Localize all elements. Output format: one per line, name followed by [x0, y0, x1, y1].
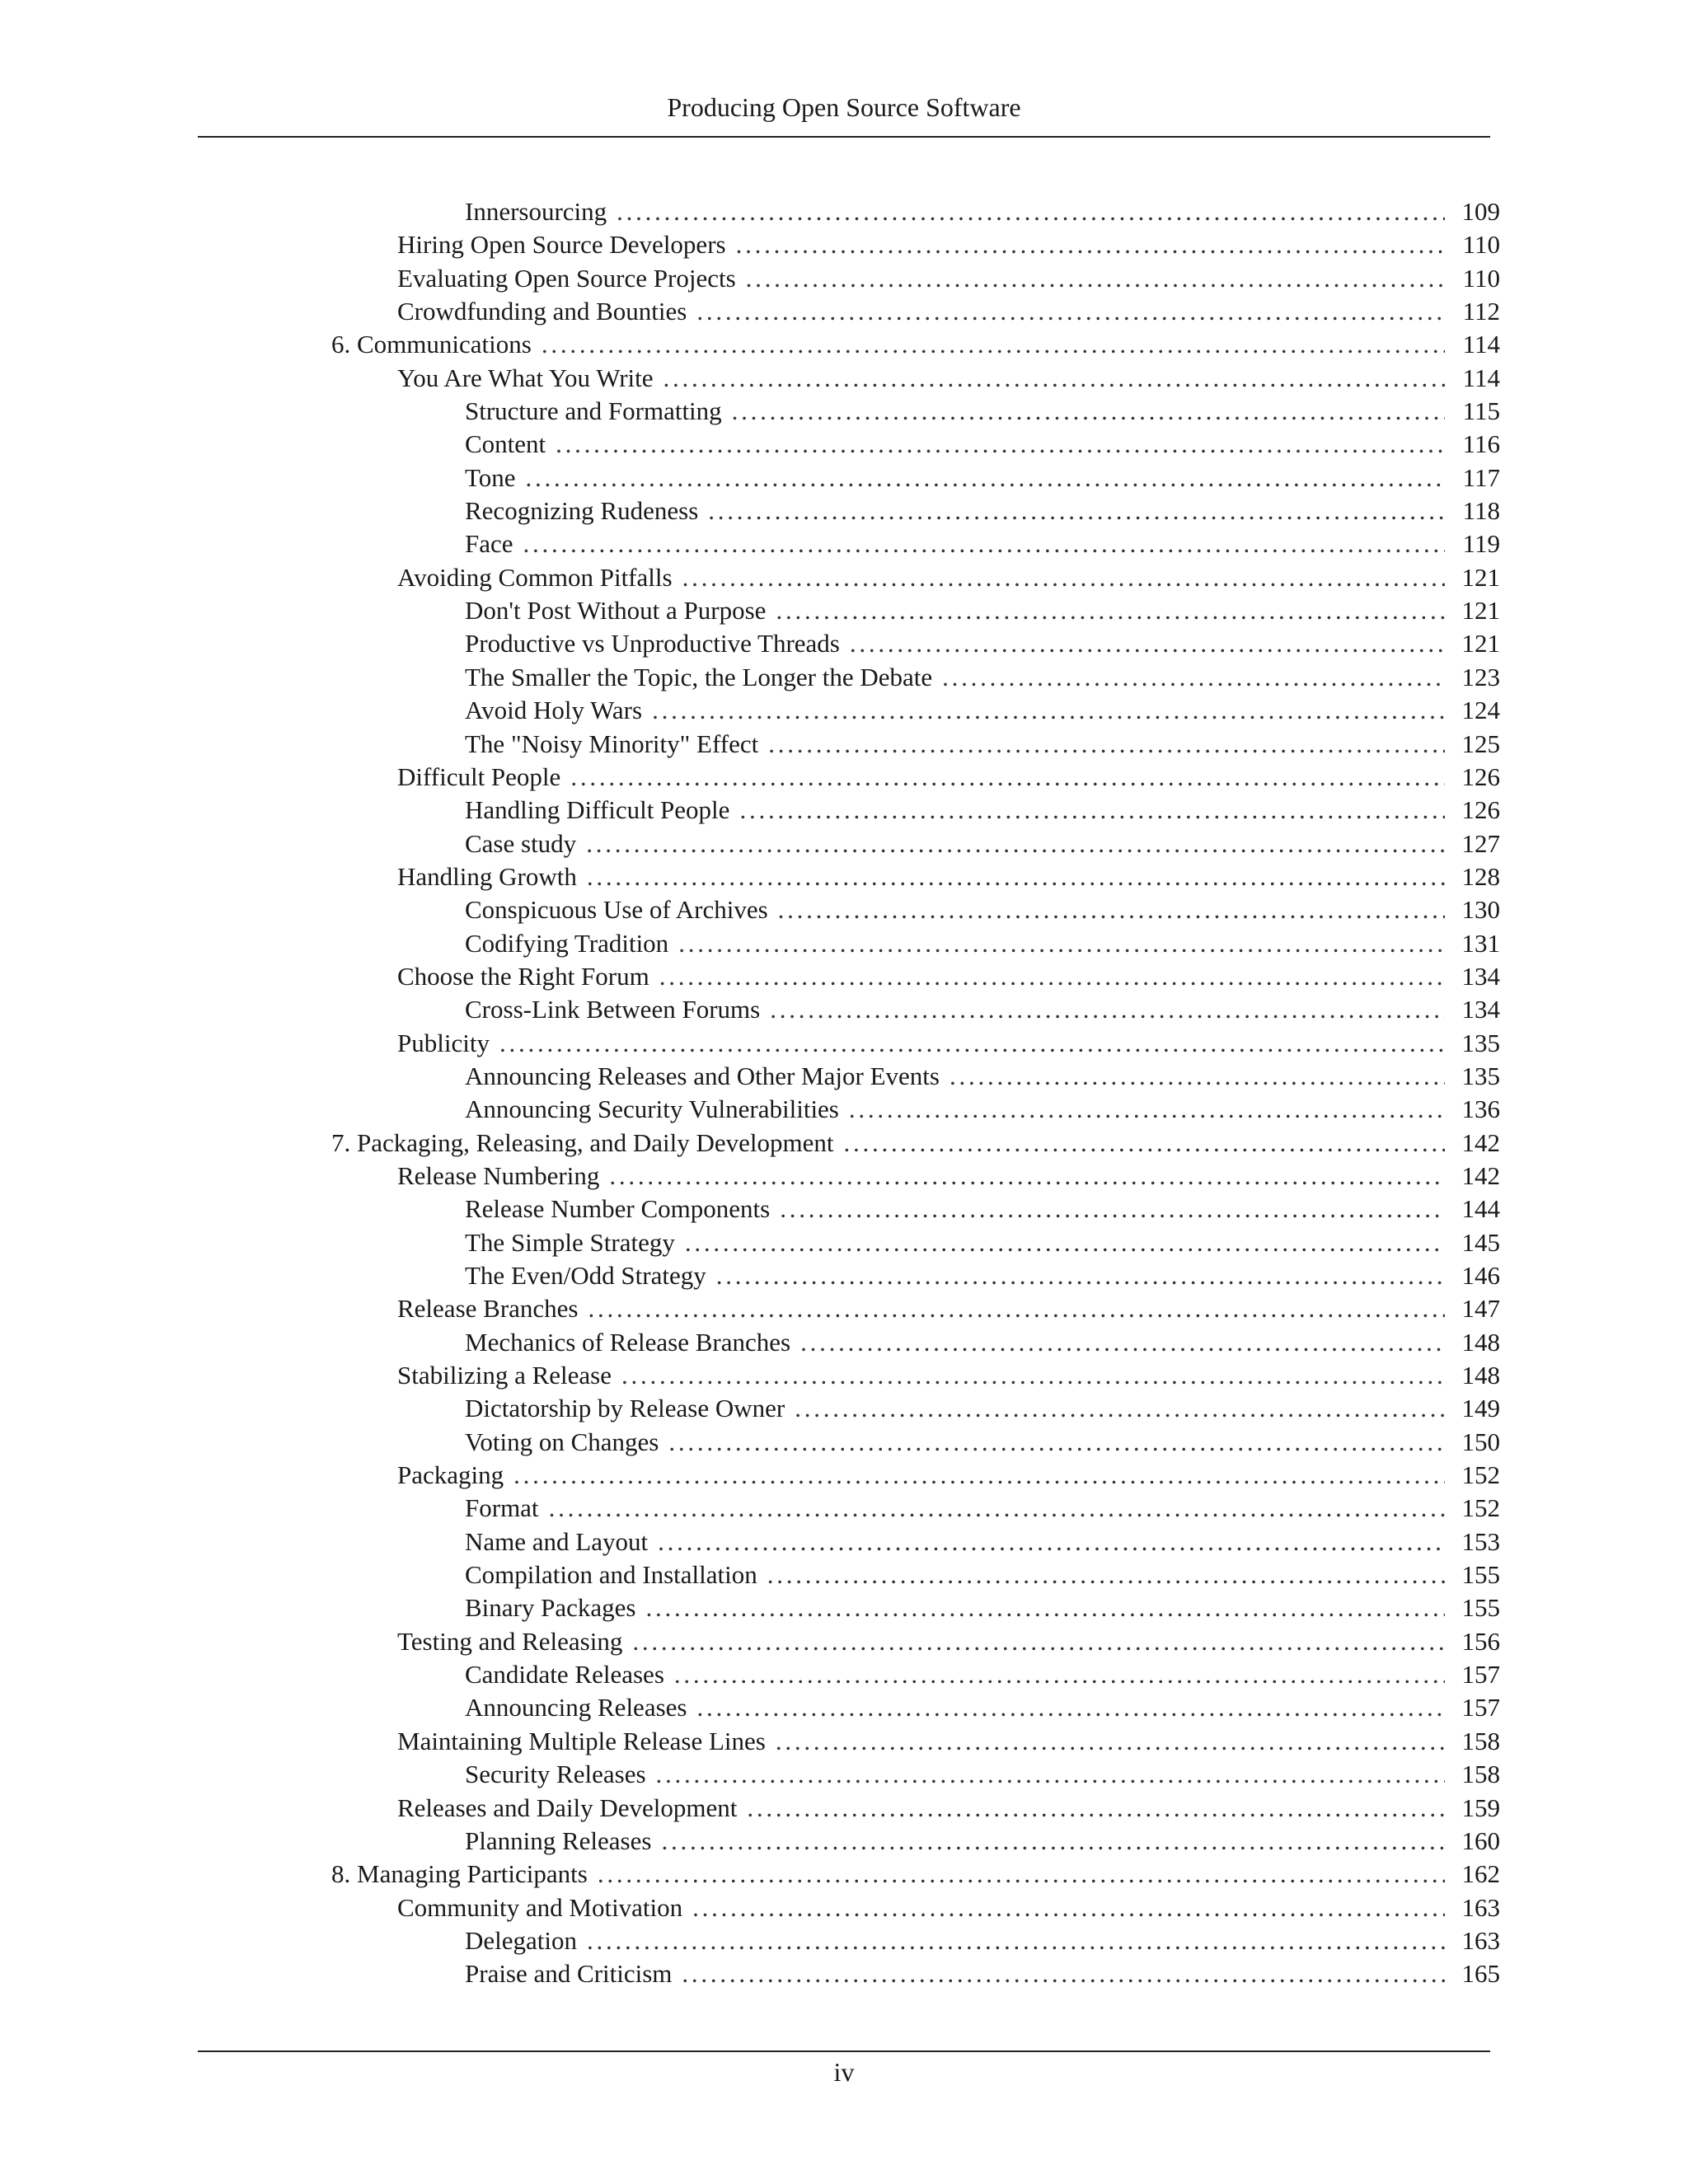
dot-leader [668, 1426, 1445, 1459]
toc-entry-line [465, 794, 1445, 827]
toc-entry-page: 110 [1462, 230, 1500, 260]
toc-entry-title: Praise and Criticism [465, 1959, 673, 1989]
toc-entry-title: Stabilizing a Release [397, 1361, 612, 1390]
toc-entry-title: Announcing Security Vulnerabilities [465, 1094, 839, 1124]
toc-entry-title: Planning Releases [465, 1825, 652, 1855]
toc-entry-page: 110 [1462, 263, 1500, 293]
dot-leader [570, 761, 1445, 794]
dot-leader [678, 927, 1445, 960]
toc-entry-title: Structure and Formatting [465, 396, 722, 426]
toc-entry[interactable] [0, 1792, 1688, 1825]
dot-leader [609, 1160, 1445, 1193]
toc-entry-title: Face [465, 529, 513, 559]
dot-leader [661, 1825, 1445, 1858]
toc-entry-page: 155 [1461, 1593, 1500, 1623]
dot-leader [696, 1691, 1445, 1724]
dot-leader [732, 395, 1445, 428]
toc-entry-page: 159 [1461, 1793, 1500, 1822]
dot-leader [795, 1392, 1445, 1425]
dot-leader [663, 362, 1445, 395]
toc-entry[interactable] [0, 927, 1688, 960]
toc-entry[interactable] [0, 728, 1688, 761]
toc-entry[interactable] [0, 1957, 1688, 1990]
dot-leader [950, 1060, 1445, 1093]
toc-entry-line [465, 661, 1445, 694]
toc-entry-title: Name and Layout [465, 1526, 649, 1556]
running-header-title: Producing Open Source Software [667, 92, 1021, 122]
dot-leader [586, 827, 1445, 860]
toc-entry[interactable] [0, 761, 1688, 794]
toc-entry-title: Content [465, 429, 546, 459]
toc-entry-line [465, 462, 1445, 494]
toc-entry-page: 156 [1461, 1626, 1500, 1656]
toc-entry-page: 121 [1461, 596, 1500, 626]
toc-entry-line [331, 1858, 1445, 1891]
toc-entry-page: 152 [1461, 1493, 1500, 1523]
toc-entry-line [465, 494, 1445, 527]
toc-entry-title: Compilation and Installation [465, 1560, 757, 1590]
dot-leader [778, 893, 1445, 926]
toc-entry[interactable] [0, 827, 1688, 860]
toc-entry-page: 165 [1461, 1959, 1500, 1989]
toc-entry-line [465, 1658, 1445, 1691]
toc-entry-page: 126 [1461, 762, 1500, 791]
dot-leader [499, 1027, 1445, 1060]
toc-entry-page: 114 [1462, 363, 1500, 392]
toc-entry-title: Hiring Open Source Developers [397, 230, 726, 260]
dot-leader [523, 527, 1445, 560]
dot-leader [587, 1924, 1445, 1957]
dot-leader [746, 262, 1445, 295]
toc-entry[interactable] [0, 462, 1688, 494]
toc-entry-title: Dictatorship by Release Owner [465, 1394, 785, 1423]
dot-leader [526, 462, 1445, 494]
toc-entry-line [465, 1558, 1445, 1591]
dot-leader [652, 694, 1445, 727]
toc-entry[interactable] [0, 1758, 1688, 1791]
toc-entry-page: 144 [1461, 1194, 1500, 1224]
toc-entry-title: Mechanics of Release Branches [465, 1327, 791, 1357]
dot-leader [696, 295, 1445, 328]
dot-leader [767, 1558, 1445, 1591]
toc-entry-page: 145 [1461, 1227, 1500, 1257]
toc-entry-page: 119 [1462, 529, 1500, 559]
toc-entry-title: Voting on Changes [465, 1427, 659, 1456]
toc-entry-line [331, 328, 1445, 361]
table-of-contents [0, 195, 1688, 1991]
toc-entry[interactable] [0, 1093, 1688, 1126]
toc-entry-title: Crowdfunding and Bounties [397, 297, 687, 326]
toc-entry-title: Avoiding Common Pitfalls [397, 562, 673, 592]
toc-entry-line [397, 1625, 1445, 1658]
dot-leader [542, 328, 1445, 361]
toc-entry-page: 121 [1461, 629, 1500, 658]
dot-leader [747, 1792, 1445, 1825]
toc-entry-page: 117 [1462, 462, 1500, 492]
toc-entry[interactable] [0, 1526, 1688, 1558]
toc-entry[interactable] [0, 262, 1688, 295]
toc-entry[interactable] [0, 228, 1688, 261]
toc-entry[interactable] [0, 1691, 1688, 1724]
toc-entry-page: 148 [1461, 1327, 1500, 1357]
toc-entry[interactable] [0, 1160, 1688, 1193]
toc-entry-page: 127 [1461, 828, 1500, 858]
toc-entry-title: Tone [465, 462, 516, 492]
toc-entry-line [465, 1392, 1445, 1425]
toc-entry-line [465, 1093, 1445, 1126]
dot-leader [674, 1658, 1445, 1691]
page-number: iv [833, 2057, 855, 2087]
toc-entry[interactable] [0, 694, 1688, 727]
toc-entry-page: 148 [1461, 1361, 1500, 1390]
toc-entry-title: Testing and Releasing [397, 1626, 623, 1656]
toc-entry-title: Release Number Components [465, 1194, 771, 1224]
toc-entry-line [465, 1924, 1445, 1957]
dot-leader [682, 561, 1445, 594]
toc-entry-line [465, 594, 1445, 627]
toc-entry[interactable] [0, 627, 1688, 660]
toc-entry-line [465, 1326, 1445, 1359]
toc-entry-page: 136 [1461, 1094, 1500, 1124]
toc-entry-page: 124 [1461, 696, 1500, 725]
toc-entry-title: Difficult People [397, 762, 561, 791]
toc-entry-line [465, 1825, 1445, 1858]
toc-entry-title: Binary Packages [465, 1593, 636, 1623]
toc-entry[interactable] [0, 1492, 1688, 1525]
toc-entry-page: 157 [1461, 1693, 1500, 1722]
toc-entry-title: Format [465, 1493, 539, 1523]
toc-entry-line [465, 1193, 1445, 1226]
dot-leader [776, 1725, 1445, 1758]
dot-leader [549, 1492, 1445, 1525]
toc-entry-line [397, 1160, 1445, 1193]
toc-entry-page: 131 [1461, 928, 1500, 958]
toc-entry-page: 134 [1461, 995, 1500, 1024]
toc-entry-line [397, 228, 1445, 261]
toc-entry-title: Case study [465, 828, 577, 858]
toc-entry[interactable] [0, 1891, 1688, 1924]
toc-entry-title: Release Numbering [397, 1160, 600, 1190]
toc-entry-line [397, 761, 1445, 794]
toc-entry-line [465, 195, 1445, 228]
toc-entry-page: 114 [1462, 330, 1500, 359]
toc-entry-title: The Simple Strategy [465, 1227, 675, 1257]
toc-entry-title: Handling Difficult People [465, 795, 730, 825]
toc-entry[interactable] [0, 1060, 1688, 1093]
toc-entry-line [465, 1526, 1445, 1558]
toc-entry[interactable] [0, 1359, 1688, 1392]
toc-entry-page: 158 [1461, 1726, 1500, 1755]
toc-entry[interactable] [0, 594, 1688, 627]
toc-entry-title: Evaluating Open Source Projects [397, 263, 736, 293]
toc-entry[interactable] [0, 1193, 1688, 1226]
toc-entry-page: 135 [1461, 1028, 1500, 1057]
toc-entry[interactable] [0, 1426, 1688, 1459]
toc-entry-line [397, 1459, 1445, 1492]
toc-entry-title: Delegation [465, 1925, 578, 1955]
toc-entry-line [465, 1226, 1445, 1259]
toc-entry-page: 160 [1461, 1825, 1500, 1855]
toc-entry-page: 153 [1461, 1526, 1500, 1556]
toc-entry[interactable] [0, 661, 1688, 694]
toc-entry-title: 8. Managing Participants [331, 1859, 588, 1889]
toc-entry-page: 123 [1461, 662, 1500, 691]
toc-entry-line [465, 827, 1445, 860]
toc-entry[interactable] [0, 1392, 1688, 1425]
dot-leader [617, 195, 1445, 228]
toc-entry-line [331, 1127, 1445, 1160]
toc-entry[interactable] [0, 1625, 1688, 1658]
toc-entry-page: 135 [1461, 1061, 1500, 1090]
toc-entry[interactable] [0, 960, 1688, 993]
toc-entry-title: Conspicuous Use of Archives [465, 895, 768, 925]
toc-entry-page: 134 [1461, 961, 1500, 991]
toc-entry-title: Innersourcing [465, 197, 607, 226]
toc-entry-line [465, 428, 1445, 461]
toc-entry-line [465, 993, 1445, 1026]
toc-entry-page: 142 [1461, 1160, 1500, 1190]
toc-entry-line [465, 395, 1445, 428]
toc-entry-line [465, 893, 1445, 926]
toc-entry-line [397, 1891, 1445, 1924]
toc-entry-title: Announcing Releases [465, 1693, 687, 1722]
dot-leader [716, 1259, 1445, 1292]
toc-entry[interactable] [0, 195, 1688, 228]
toc-entry-line [465, 527, 1445, 560]
toc-entry-page: 150 [1461, 1427, 1500, 1456]
toc-entry-page: 149 [1461, 1394, 1500, 1423]
toc-entry-page: 163 [1461, 1925, 1500, 1955]
toc-entry-title: Avoid Holy Wars [465, 696, 643, 725]
toc-entry-line [397, 1359, 1445, 1392]
toc-entry[interactable] [0, 1326, 1688, 1359]
toc-entry-title: 6. Communications [331, 330, 532, 359]
dot-leader [598, 1858, 1445, 1891]
toc-entry-title: Candidate Releases [465, 1660, 664, 1690]
toc-entry-title: Release Branches [397, 1294, 579, 1324]
toc-entry-title: Security Releases [465, 1760, 646, 1789]
toc-entry-page: 130 [1461, 895, 1500, 925]
toc-entry-title: Don't Post Without a Purpose [465, 596, 767, 626]
toc-entry[interactable] [0, 893, 1688, 926]
toc-entry-line [397, 860, 1445, 893]
footer-rule [198, 2050, 1490, 2052]
toc-entry-line [465, 627, 1445, 660]
toc-entry[interactable] [0, 993, 1688, 1026]
dot-leader [621, 1359, 1445, 1392]
dot-leader [850, 627, 1445, 660]
toc-entry-page: 121 [1461, 562, 1500, 592]
toc-entry-page: 142 [1461, 1127, 1500, 1157]
dot-leader [658, 1526, 1445, 1558]
toc-entry-line [465, 927, 1445, 960]
toc-entry-title: Cross-Link Between Forums [465, 995, 761, 1024]
dot-leader [770, 993, 1445, 1026]
toc-entry-title: Publicity [397, 1028, 490, 1057]
toc-entry[interactable] [0, 395, 1688, 428]
toc-entry-page: 155 [1461, 1560, 1500, 1590]
toc-entry-page: 116 [1462, 429, 1500, 459]
toc-entry[interactable] [0, 1292, 1688, 1325]
toc-entry[interactable] [0, 1591, 1688, 1624]
toc-entry-page: 118 [1462, 496, 1500, 526]
toc-entry-title: Choose the Right Forum [397, 961, 649, 991]
toc-entry[interactable] [0, 494, 1688, 527]
toc-entry-title: Maintaining Multiple Release Lines [397, 1726, 766, 1755]
toc-entry-title: Handling Growth [397, 861, 577, 891]
dot-leader [659, 960, 1445, 993]
toc-entry[interactable] [0, 1259, 1688, 1292]
toc-entry[interactable] [0, 428, 1688, 461]
toc-entry-line [397, 1027, 1445, 1060]
toc-entry[interactable] [0, 1459, 1688, 1492]
toc-entry-page: 162 [1461, 1859, 1500, 1889]
dot-leader [776, 594, 1445, 627]
toc-entry[interactable] [0, 362, 1688, 395]
toc-entry-title: Announcing Releases and Other Major Events [465, 1061, 940, 1090]
toc-entry[interactable] [0, 794, 1688, 827]
toc-entry-title: Recognizing Rudeness [465, 496, 699, 526]
toc-entry-title: The Smaller the Topic, the Longer the Debate [465, 662, 933, 691]
dot-leader [844, 1127, 1445, 1160]
dot-leader [685, 1226, 1445, 1259]
toc-entry-page: 152 [1461, 1460, 1500, 1490]
toc-entry[interactable] [0, 1558, 1688, 1591]
toc-entry-title: The Even/Odd Strategy [465, 1261, 706, 1290]
toc-entry-title: The "Noisy Minority" Effect [465, 729, 759, 758]
toc-entry-line [397, 1792, 1445, 1825]
toc-entry[interactable] [0, 561, 1688, 594]
toc-entry[interactable] [0, 1825, 1688, 1858]
toc-entry[interactable] [0, 1658, 1688, 1691]
dot-leader [556, 428, 1445, 461]
toc-entry-page: 128 [1461, 861, 1500, 891]
toc-entry-line [465, 1492, 1445, 1525]
toc-entry-page: 115 [1462, 396, 1500, 426]
toc-entry[interactable] [0, 1027, 1688, 1060]
dot-leader [780, 1193, 1445, 1226]
toc-entry-title: Community and Motivation [397, 1892, 683, 1922]
toc-entry-page: 125 [1461, 729, 1500, 758]
toc-entry-line [465, 1758, 1445, 1791]
toc-entry-page: 147 [1461, 1294, 1500, 1324]
toc-entry-page: 146 [1461, 1261, 1500, 1290]
toc-entry-title: Productive vs Unproductive Threads [465, 629, 840, 658]
toc-entry[interactable] [0, 527, 1688, 560]
toc-entry-title: Releases and Daily Development [397, 1793, 738, 1822]
dot-leader [942, 661, 1445, 694]
toc-entry[interactable] [0, 860, 1688, 893]
toc-entry-line [465, 694, 1445, 727]
toc-entry-line [397, 1292, 1445, 1325]
toc-entry-line [465, 1060, 1445, 1093]
toc-entry-line [465, 728, 1445, 761]
toc-entry-title: Packaging [397, 1460, 504, 1490]
toc-entry-line [465, 1957, 1445, 1990]
dot-leader [736, 228, 1445, 261]
dot-leader [656, 1758, 1445, 1791]
toc-entry-title: 7. Packaging, Releasing, and Daily Development [331, 1127, 834, 1157]
toc-entry-line [465, 1259, 1445, 1292]
toc-entry[interactable] [0, 295, 1688, 328]
toc-entry-page: 157 [1461, 1660, 1500, 1690]
dot-leader [682, 1957, 1445, 1990]
dot-leader [513, 1459, 1445, 1492]
dot-leader [692, 1891, 1445, 1924]
toc-entry-title: You Are What You Write [397, 363, 654, 392]
toc-entry-line [397, 960, 1445, 993]
toc-entry-line [397, 1725, 1445, 1758]
toc-entry[interactable] [0, 1725, 1688, 1758]
dot-leader [587, 860, 1445, 893]
dot-leader [768, 728, 1445, 761]
toc-entry-page: 109 [1461, 197, 1500, 226]
dot-leader [632, 1625, 1445, 1658]
toc-entry-line [397, 262, 1445, 295]
toc-entry[interactable] [0, 1226, 1688, 1259]
toc-entry[interactable] [0, 1924, 1688, 1957]
toc-entry-line [397, 561, 1445, 594]
toc-entry-page: 126 [1461, 795, 1500, 825]
toc-entry-line [465, 1591, 1445, 1624]
toc-entry[interactable] [0, 1858, 1688, 1891]
dot-leader [849, 1093, 1445, 1126]
toc-entry[interactable] [0, 1127, 1688, 1160]
toc-entry-line [465, 1691, 1445, 1724]
toc-entry-page: 158 [1461, 1760, 1500, 1789]
header-rule [198, 136, 1490, 138]
toc-entry-line [465, 1426, 1445, 1459]
dot-leader [708, 494, 1445, 527]
toc-entry-line [397, 295, 1445, 328]
toc-entry-page: 112 [1462, 297, 1500, 326]
toc-entry[interactable] [0, 328, 1688, 361]
dot-leader [645, 1591, 1445, 1624]
toc-entry-page: 163 [1461, 1892, 1500, 1922]
dot-leader [800, 1326, 1445, 1359]
dot-leader [588, 1292, 1445, 1325]
toc-entry-title: Codifying Tradition [465, 928, 669, 958]
toc-entry-line [397, 362, 1445, 395]
dot-leader [739, 794, 1445, 827]
